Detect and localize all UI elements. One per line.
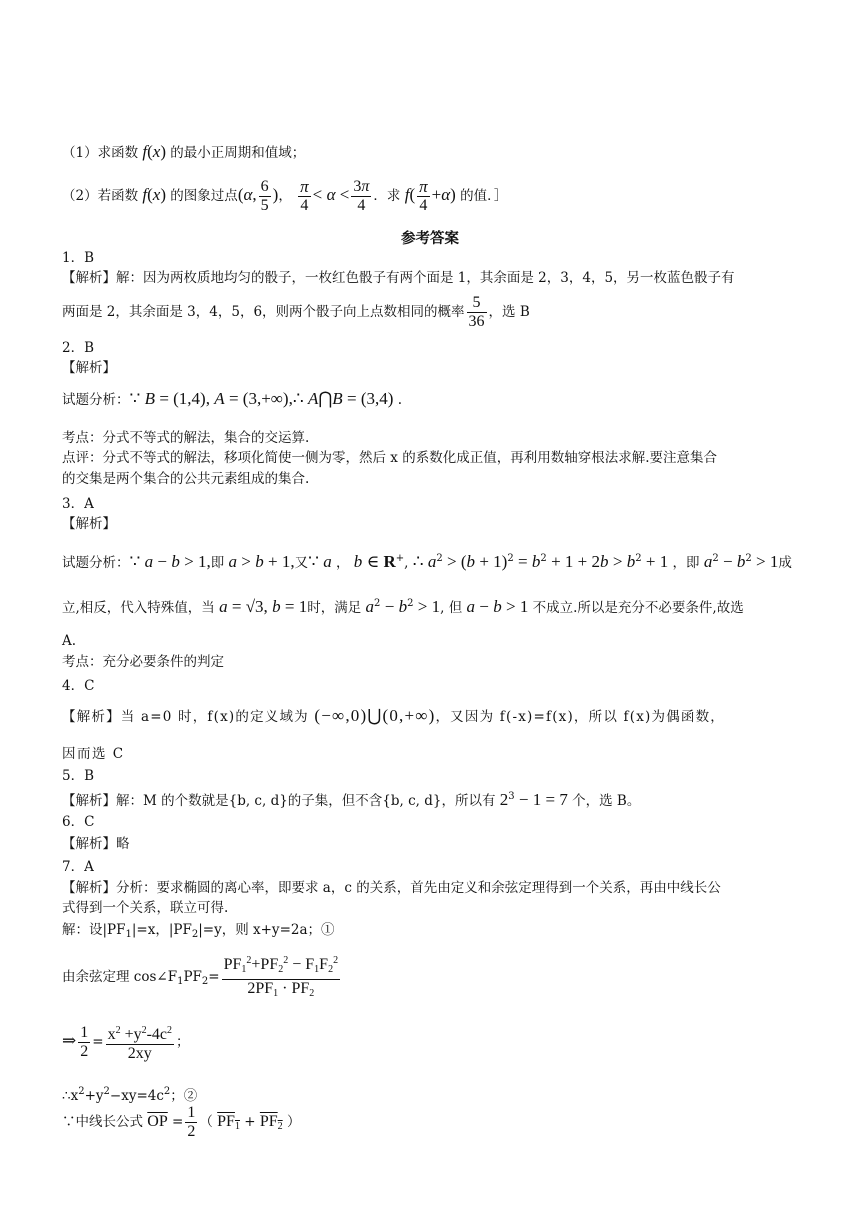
answer-1-number: 1．B bbox=[62, 250, 95, 266]
answer-3-tag: 【解析】 bbox=[62, 516, 116, 532]
answer-4-number: 4．C bbox=[62, 678, 95, 694]
problem-part1: （1）求函数 f(x) 的最小正周期和值域； bbox=[62, 142, 306, 161]
answer-7-line2: 式得到一个关系，联立可得. bbox=[62, 900, 229, 916]
answer-1-line2: 两面是 2，其余面是 3，4，5，6，则两个骰子向上点数相同的概率 $\frac{5}{36}$ ，选 B bbox=[62, 294, 530, 330]
answer-7-line1: 【解析】分析：要求椭圆的离心率，即要求 a，c 的关系，首先由定义和余弦定理得到一个关系，再由中线长公 bbox=[62, 880, 721, 896]
answer-7-number: 7．A bbox=[62, 859, 94, 875]
answer-2-kaodian: 考点：分式不等式的解法，集合的交运算. bbox=[62, 430, 310, 446]
answer-3-analysis-3: A. bbox=[62, 633, 77, 649]
answer-6-text: 【解析】略 bbox=[62, 836, 130, 852]
answer-3-kaodian: 考点：充分必要条件的判定 bbox=[62, 654, 224, 670]
answer-7-step2: 由余弦定理 $\cos\angle F_1PF_2=$ $\frac{PF_1^2+PF_2^2 - F_1F_2^2}{2PF_1 \cdot PF_2}$ bbox=[62, 952, 810, 1003]
answer-5-text: 【解析】解：M 的个数就是{b, c, d}的子集，但不含{b, c, d}，所以有 $2^3 - 1 = 7$ 个，选 B。 bbox=[62, 790, 641, 809]
answer-7-step1: 解：设$|PF_1|=x$，$|PF_2|=y$，则 x+y=2a；① bbox=[62, 922, 335, 940]
answer-7-step5: ∵中线长公式 $\overline{OP}$ = $\frac{1}{2}$ （ $PF_1 + PF_2$ ） bbox=[62, 1104, 301, 1140]
answer-1-line2-text: 两面是 2，其余面是 3，4，5，6，则两个骰子向上点数相同的概率 bbox=[62, 304, 465, 320]
answers-title: 参考答案 bbox=[401, 230, 459, 247]
answer-6-number: 6．C bbox=[62, 814, 95, 830]
answer-2-analysis: 试题分析：∵ B = (1,4), A = (3,+∞),∴ A⋂B = (3,4) . bbox=[62, 389, 402, 408]
answer-7-step4: $\therefore x^2+y^2-xy=4c^2$；② bbox=[62, 1086, 198, 1104]
answer-4-line1: 【解析】当 a=0 时，f(x)的定义域为 (−∞,0)⋃(0,+∞)，又因为 f(-x)=f(x)，所以 f(x)为偶函数， bbox=[62, 706, 725, 725]
answer-2-tag: 【解析】 bbox=[62, 360, 116, 376]
answer-5-number: 5．B bbox=[62, 768, 95, 784]
answer-1-line1: 【解析】解：因为两枚质地均匀的骰子，一枚红色骰子有两个面是 1，其余面是 2，3，4，5，另一枚蓝色骰子有 bbox=[62, 270, 735, 286]
answer-1-line2-end: ，选 B bbox=[488, 304, 530, 320]
answer-3-number: 3．A bbox=[62, 496, 94, 512]
answer-7-step3: ⇒ $\frac{1}{2}$ = $\frac{x^2 +y^2-4c^2}{2xy}$ ； bbox=[62, 1024, 190, 1062]
answer-2-dianping-1: 点评：分式不等式的解法，移项化简使一侧为零，然后 x 的系数化成正值，再利用数轴穿根法求解.要注意集合 bbox=[62, 450, 717, 466]
answer-3-analysis-1: 试题分析：∵ a − b > 1,即 a > b + 1,又∵ a ， b ∈ R+, ∴ $a^2 > (b + 1)^2 = b^2 + 1 + 2b > b^2 + 1$ ，即 $a^2 - b^2 > 1$成 bbox=[62, 552, 792, 571]
answer-3-analysis-2: 立,相反，代入特殊值，当 a = √3, b = 1时，满足 $a^2 - b^2 > 1$, 但 a − b > 1 不成立.所以是充分不必要条件,故选 bbox=[62, 597, 744, 616]
answer-2-dianping-2: 的交集是两个集合的公共元素组成的集合. bbox=[62, 471, 310, 487]
answer-4-line2: 因而选 C bbox=[62, 746, 125, 762]
problem-part2: （2）若函数 f(x) 的图象过点(α, $\frac{6}{5}$ )， $\frac{\pi}{4}$ < α < $\frac{3\pi}{4}$ ．求 f( $\frac{\pi}{4}$ +α) 的值．］ bbox=[62, 177, 508, 214]
answer-2-number: 2．B bbox=[62, 340, 95, 356]
